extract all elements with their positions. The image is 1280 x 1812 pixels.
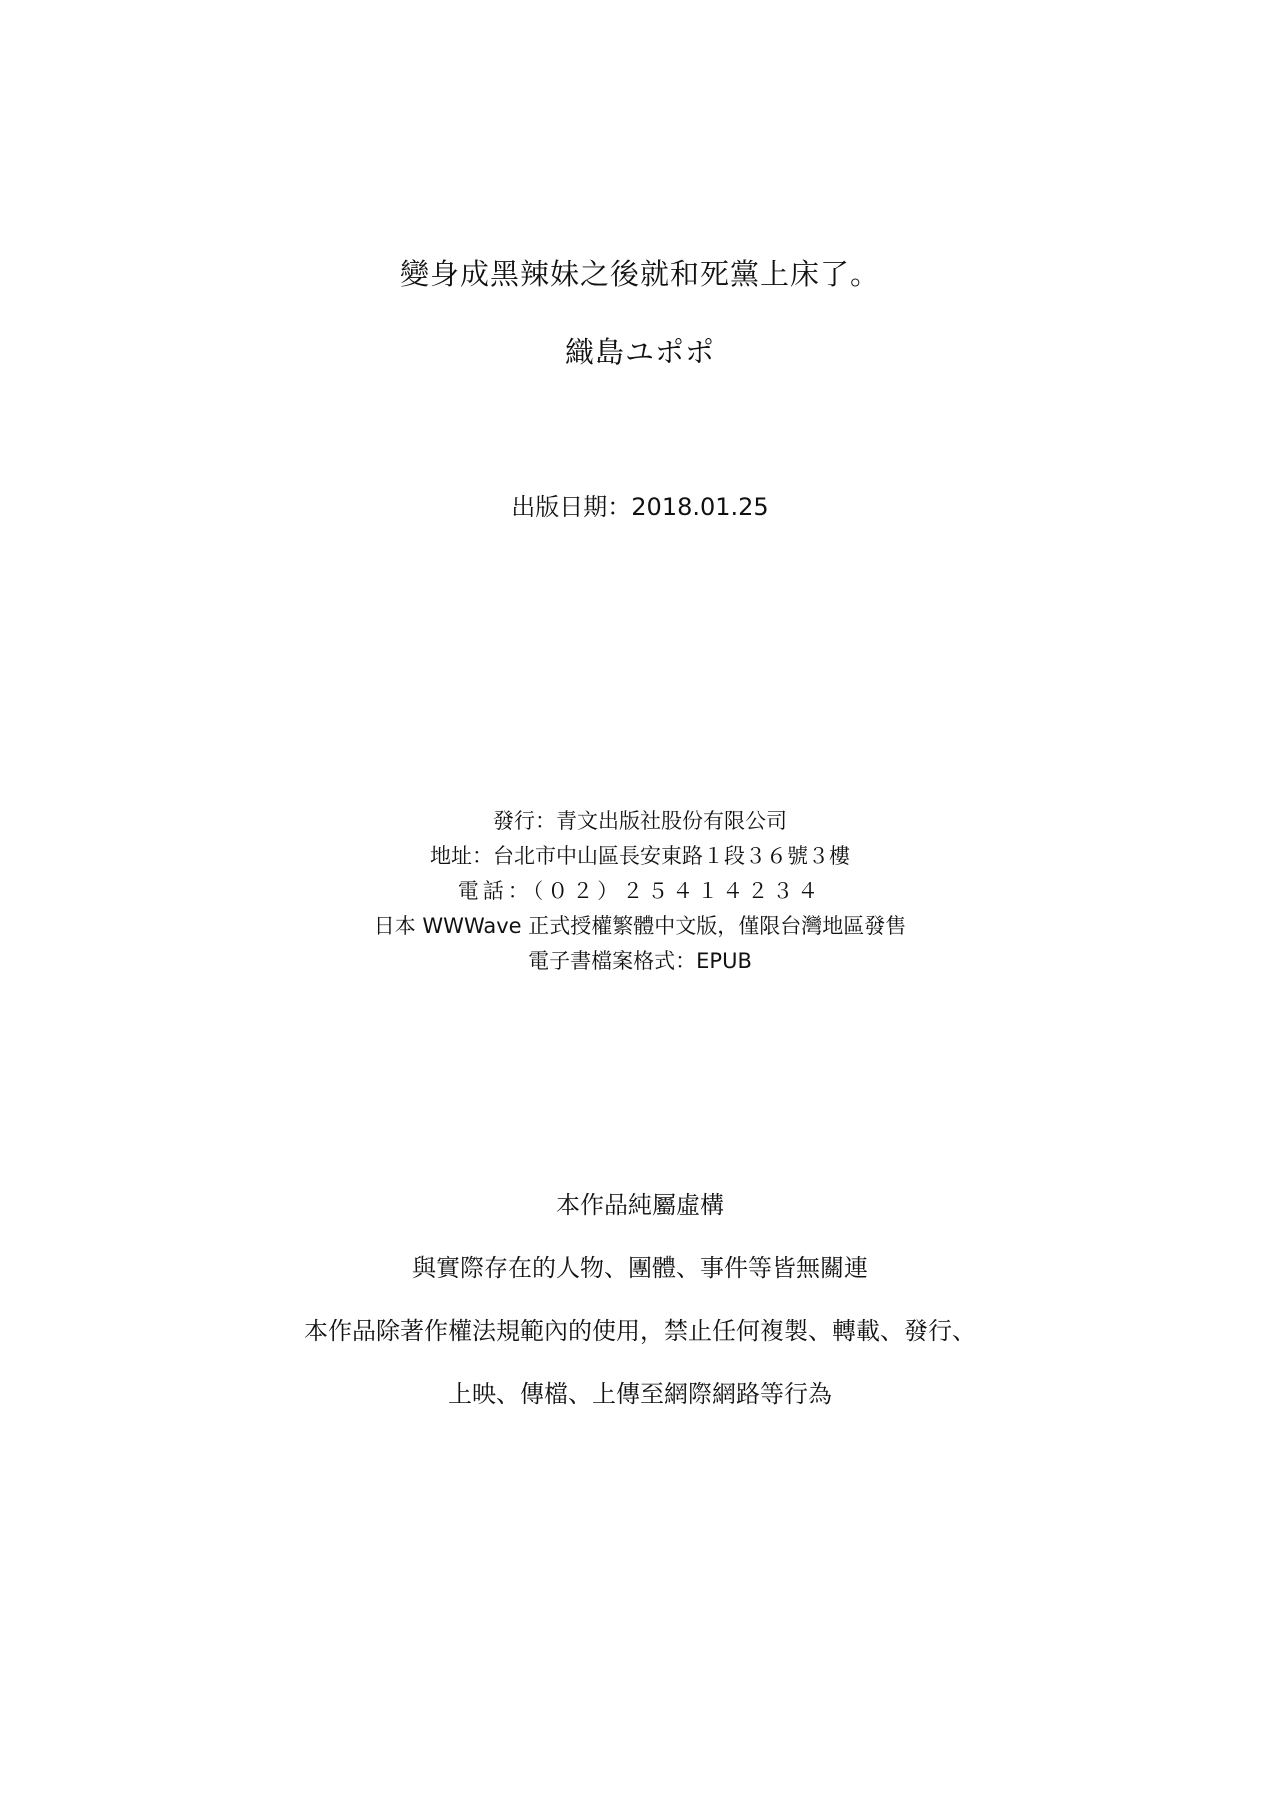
address-line: 地址：台北市中山區長安東路１段３６號３樓 (430, 844, 850, 868)
publish-date: 出版日期：2018.01.25 (511, 493, 769, 521)
copyright-notice: 本作品除著作權法規範內的使用，禁止任何複製、轉載、發行、 (304, 1317, 976, 1345)
copyright-notice-cont: 上映、傳檔、上傳至網際網路等行為 (448, 1380, 832, 1408)
fiction-notice: 本作品純屬虛構 (556, 1191, 724, 1219)
author-name: 織島ユポポ (564, 335, 715, 369)
book-title: 變身成黑辣妹之後就和死黨上床了。 (399, 257, 880, 291)
format-line: 電子書檔案格式：EPUB (528, 949, 752, 973)
phone-line: 電話：（０２）２５４１４２３４ (457, 879, 823, 903)
disclaimer-notice: 與實際存在的人物、團體、事件等皆無關連 (412, 1254, 868, 1282)
publisher-line: 發行：青文出版社股份有限公司 (493, 809, 787, 833)
license-line: 日本 WWWave 正式授權繁體中文版，僅限台灣地區發售 (373, 914, 907, 938)
